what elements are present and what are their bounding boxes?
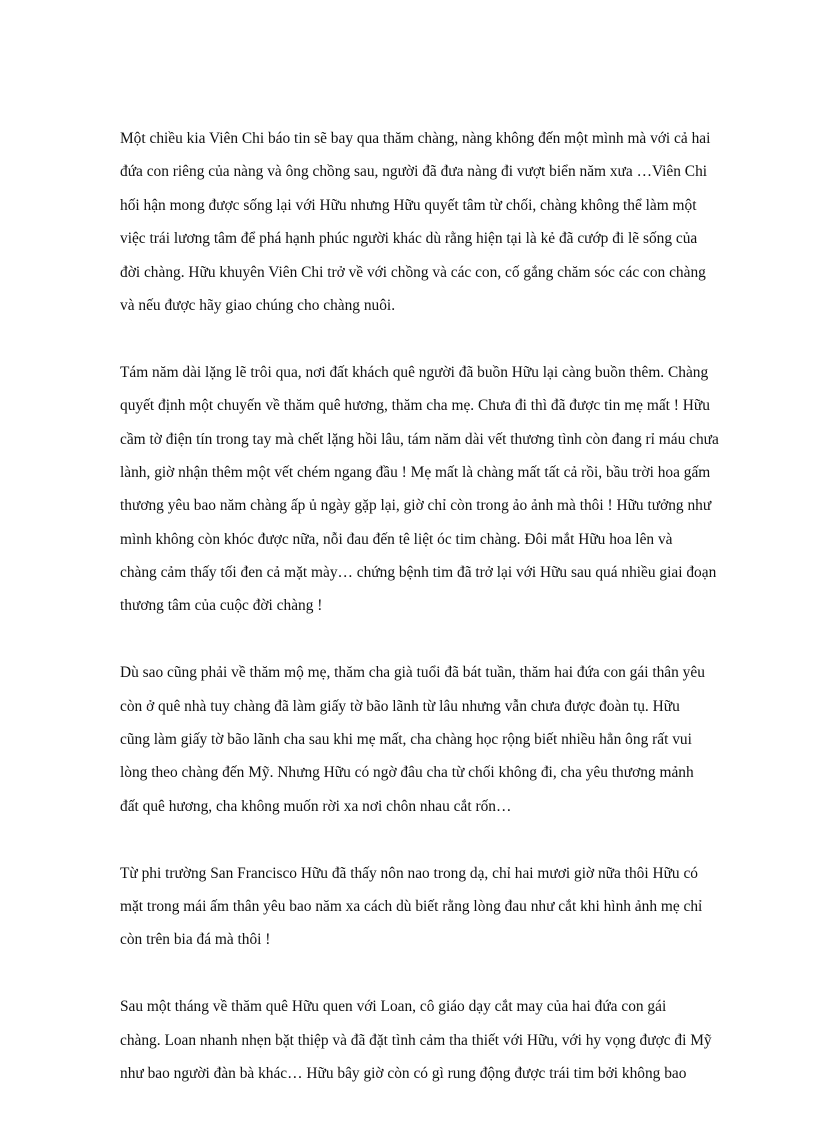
- text-line: Sau một tháng về thăm quê Hữu quen với Loan, cô giáo dạy cắt may của hai đứa con gái: [120, 998, 667, 1016]
- text-line: Dù sao cũng phải về thăm mộ mẹ, thăm cha già tuổi đã bát tuần, thăm hai đứa con gái thân yêu: [120, 664, 705, 682]
- text-line: và nếu được hãy giao chúng cho chàng nuôi.: [120, 296, 396, 314]
- text-line: thương tâm của cuộc đời chàng !: [120, 597, 323, 615]
- paragraph-2: [120, 356, 719, 623]
- text-line: còn trên bia đá mà thôi !: [120, 931, 271, 949]
- text-line: chàng. Loan nhanh nhẹn bặt thiệp và đã đặt tình cảm tha thiết với Hữu, với hy vọng được đi Mỹ: [120, 1031, 712, 1049]
- text-line: cũng làm giấy tờ bão lãnh cha sau khi mẹ mất, cha chàng học rộng biết nhiều hẳn ông rất vui: [120, 731, 692, 749]
- paragraph-3: [120, 656, 710, 823]
- text-line: đất quê hương, cha không muốn rời xa nơi chôn nhau cắt rốn…: [120, 797, 512, 815]
- text-line: mặt trong mái ấm thân yêu bao năm xa cách dù biết rằng lòng đau như cắt khi hình ảnh mẹ chỉ: [120, 897, 703, 915]
- document-body: [120, 122, 719, 1124]
- text-line: hối hận mong được sống lại với Hữu nhưng Hữu quyết tâm từ chối, chàng không thể làm một: [120, 196, 697, 214]
- text-line: đứa con riêng của nàng và ông chồng sau, người đã đưa nàng đi vượt biển năm xưa …Viên Chi: [120, 163, 708, 181]
- text-line: cầm tờ điện tín trong tay mà chết lặng hồi lâu, tám năm dài vết thương tình còn đang rỉ máu chưa: [120, 430, 719, 448]
- paragraph-1: [120, 122, 710, 322]
- text-line: còn ở quê nhà tuy chàng đã làm giấy tờ bão lãnh từ lâu nhưng vẫn chưa được đoàn tụ. Hữu: [120, 697, 680, 715]
- text-line: lòng theo chàng đến Mỹ. Nhưng Hữu có ngờ đâu cha từ chối không đi, cha yêu thương mảnh: [120, 764, 694, 782]
- text-line: chàng cảm thấy tối đen cả mặt mày… chứng bệnh tim đã trở lại với Hữu sau quá nhiều giai đoạn: [120, 564, 717, 582]
- text-line: Một chiều kia Viên Chi báo tin sẽ bay qua thăm chàng, nàng không đến một mình mà với cả hai: [120, 130, 711, 147]
- text-line: đời chàng. Hữu khuyên Viên Chi trở về với chồng và các con, cố gắng chăm sóc các con chàng: [120, 263, 706, 281]
- text-line: việc trái lương tâm để phá hạnh phúc người khác dù rằng hiện tại là kẻ đã cướp đi lẽ sống của: [120, 230, 698, 248]
- text-line: thương yêu bao năm chàng ấp ủ ngày gặp lại, giờ chỉ còn trong ảo ảnh mà thôi ! Hữu tưởng như: [120, 497, 712, 515]
- text-line: lành, giờ nhận thêm một vết chém ngang đầu ! Mẹ mất là chàng mất tất cả rồi, bầu trời hoa gấm: [120, 463, 711, 481]
- paragraph-4: [120, 857, 710, 957]
- text-line: quyết định một chuyến về thăm quê hương, thăm cha mẹ. Chưa đi thì đã được tin mẹ mất ! Hữu: [120, 397, 710, 415]
- paragraph-5: [120, 990, 710, 1090]
- text-line: như bao người đàn bà khác… Hữu bây giờ còn có gì rung động được trái tim bởi không bao: [120, 1064, 687, 1082]
- text-line: mình không còn khóc được nữa, nỗi đau đến tê liệt óc tim chàng. Đôi mắt Hữu hoa lên và: [120, 530, 673, 548]
- text-line: Từ phi trường San Francisco Hữu đã thấy nôn nao trong dạ, chỉ hai mươi giờ nữa thôi Hữu có: [120, 864, 698, 882]
- text-line: Tám năm dài lặng lẽ trôi qua, nơi đất khách quê người đã buồn Hữu lại càng buồn thêm. Chàng: [120, 363, 709, 381]
